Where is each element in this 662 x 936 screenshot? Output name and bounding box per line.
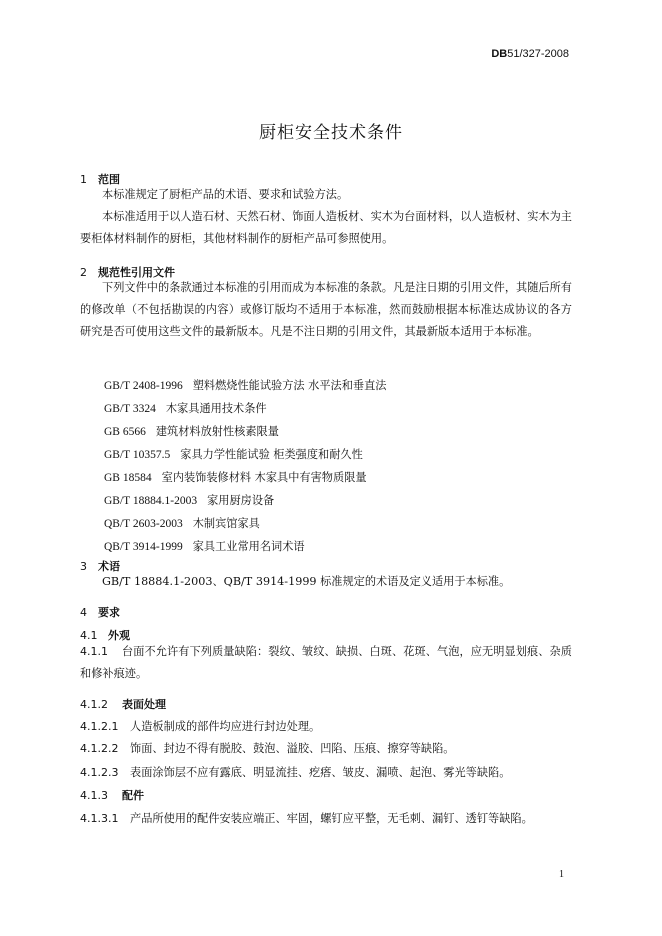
reference-code: GB/T 10357.5 bbox=[104, 449, 171, 461]
reference-code: GB/T 2408-1996 bbox=[104, 380, 183, 392]
section-4-1-2-heading: 4.1.2 表面处理 bbox=[80, 698, 166, 711]
reference-title: 家用厨房设备 bbox=[207, 494, 275, 507]
reference-title: 建筑材料放射性核素限量 bbox=[155, 425, 279, 438]
reference-item bbox=[104, 446, 363, 462]
reference-title: 家具力学性能试验 柜类强度和耐久性 bbox=[180, 448, 363, 461]
section-4-1-2-2: 4.1.2.2 饰面、封边不得有脱胶、鼓泡、溢胶、凹陷、压痕、擦穿等缺陷。 bbox=[80, 742, 455, 755]
page-number: 1 bbox=[559, 869, 564, 880]
reference-item bbox=[104, 423, 279, 439]
reference-item bbox=[104, 492, 274, 508]
section-4-1-3-heading: 4.1.3 配件 bbox=[80, 789, 144, 802]
reference-code: GB 6566 bbox=[104, 426, 146, 438]
section-1-heading: 1 范围 bbox=[80, 173, 120, 186]
section-4-1-3-1: 4.1.3.1 产品所使用的配件安装应端正、牢固，螺钉应平整，无毛刺、漏钉、透钉等缺陷。 bbox=[80, 812, 533, 825]
document-title: 厨柜安全技术条件 bbox=[259, 123, 403, 143]
section-1-paragraph-1: 本标准规定了厨柜产品的术语、要求和试验方法。 bbox=[102, 188, 349, 201]
reference-code: GB 18584 bbox=[104, 472, 152, 484]
reference-title: 家具工业常用名词术语 bbox=[192, 540, 305, 553]
reference-title: 木家具通用技术条件 bbox=[165, 402, 267, 415]
reference-code: GB/T 3324 bbox=[104, 403, 156, 415]
section-3-paragraph: GB/T 18884.1-2003、QB/T 3914-1999 标准规定的术语及定义适用于本标准。 bbox=[102, 575, 511, 588]
reference-item bbox=[104, 377, 386, 393]
section-4-1-heading: 4.1 外观 bbox=[80, 629, 130, 642]
reference-title: 塑料燃烧性能试验方法 水平法和垂直法 bbox=[192, 379, 387, 392]
standard-number: DB51/327-2008 bbox=[491, 48, 569, 60]
reference-code: GB/T 18884.1-2003 bbox=[104, 495, 198, 507]
section-3-heading: 3 术语 bbox=[80, 560, 120, 573]
reference-item bbox=[104, 538, 305, 554]
reference-code: QB/T 2603-2003 bbox=[104, 518, 183, 530]
reference-title: 室内装饰装修材料 木家具中有害物质限量 bbox=[161, 471, 367, 484]
reference-item bbox=[104, 515, 260, 531]
section-4-1-2-3: 4.1.2.3 表面涂饰层不应有露底、明显流挂、疙瘩、皱皮、漏喷、起泡、雾光等缺陷。 bbox=[80, 766, 511, 779]
reference-title: 木制宾馆家具 bbox=[192, 517, 260, 530]
section-2-paragraph: 下列文件中的条款通过本标准的引用而成为本标准的条款。凡是注日期的引用文件，其随后所有的修改单（不包括勘误的内容）或修订版均不适用于本标准，然而鼓励根据本标准达成协议的各方研究是否可使用这些文件的最新版本。凡是不注日期的引用文件，其最新版本适用于本标准。 bbox=[80, 281, 572, 338]
section-4-1-2-1: 4.1.2.1 人造板制成的部件均应进行封边处理。 bbox=[80, 720, 321, 733]
reference-item bbox=[104, 469, 367, 485]
reference-code: QB/T 3914-1999 bbox=[104, 541, 183, 553]
section-4-heading: 4 要求 bbox=[80, 606, 120, 619]
section-1-paragraph-2: 本标准适用于以人造石材、天然石材、饰面人造板材、实木为台面材料，以人造板材、实木为主要柜体材料制作的厨柜，其他材料制作的厨柜产品可参照使用。 bbox=[80, 210, 572, 245]
reference-item bbox=[104, 400, 267, 416]
section-2-heading: 2 规范性引用文件 bbox=[80, 266, 175, 279]
section-4-1-1: 4.1.1 台面不允许有下列质量缺陷：裂纹、皱纹、缺损、白斑、花斑、气泡，应无明显划痕、杂质和修补痕迹。 bbox=[80, 645, 572, 680]
